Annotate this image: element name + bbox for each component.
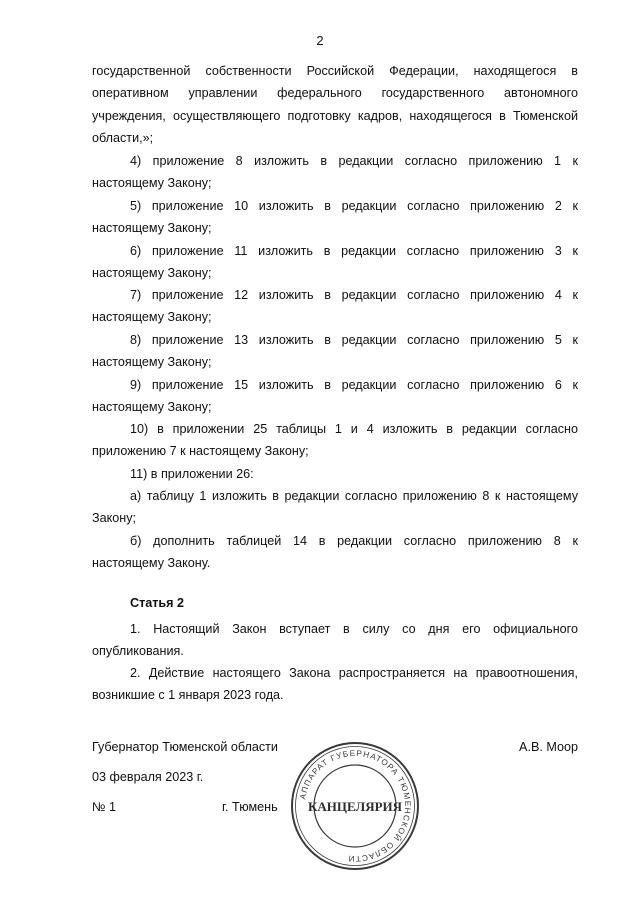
signature-city: г. Тюмень xyxy=(222,800,278,814)
list-item: 9) приложение 15 изложить в редакции согласно приложению 6 к настоящему Закону; xyxy=(92,378,578,415)
article-title: Статья 2 xyxy=(130,596,185,610)
signatory-position: Губернатор Тюменской области xyxy=(92,740,278,754)
page-number: 2 xyxy=(316,33,324,48)
list-item: б) дополнить таблицей 14 в редакции согласно приложению 8 к настоящему Закону. xyxy=(92,534,578,571)
list-item: 10) в приложении 25 таблицы 1 и 4 изложить в редакции согласно приложению 7 к настоящему Закону; xyxy=(92,422,578,459)
signatory-name: А.В. Моор xyxy=(519,740,578,754)
list-item: 8) приложение 13 изложить в редакции согласно приложению 5 к настоящему Закону; xyxy=(92,333,578,370)
list-item: а) таблицу 1 изложить в редакции согласно приложению 8 к настоящему Закону; xyxy=(92,489,578,526)
list-item: 4) приложение 8 изложить в редакции согласно приложению 1 к настоящему Закону; xyxy=(92,154,578,191)
signature-date: 03 февраля 2023 г. xyxy=(92,770,204,784)
official-seal-stamp xyxy=(289,740,421,872)
list-item: 11) в приложении 26: xyxy=(130,467,254,481)
seal-center-text: КАНЦЕЛЯРИЯ xyxy=(307,799,403,814)
list-item: 5) приложение 10 изложить в редакции согласно приложению 2 к настоящему Закону; xyxy=(92,199,578,236)
list-item: 7) приложение 12 изложить в редакции согласно приложению 4 к настоящему Закону; xyxy=(92,288,578,325)
article-item: 1. Настоящий Закон вступает в силу со дня его официального опубликования. xyxy=(92,622,578,659)
document-number: № 1 xyxy=(92,800,117,814)
seal-ring-text: АППАРАТ ГУБЕРНАТОРА ТЮМЕНСКОЙ ОБЛАСТИ xyxy=(298,748,413,864)
article-item: 2. Действие настоящего Закона распространяется на правоотношения, возникшие с 1 января 2023 года. xyxy=(92,666,578,703)
paragraph-continuation: государственной собственности Российской Федерации, находящегося в оперативном управлении федерального государственного автономного учреждения, осуществляющего подготовку кадров, находящегося в Тюменской области,»; xyxy=(92,64,578,145)
list-item: 6) приложение 11 изложить в редакции согласно приложению 3 к настоящему Закону; xyxy=(92,244,578,281)
